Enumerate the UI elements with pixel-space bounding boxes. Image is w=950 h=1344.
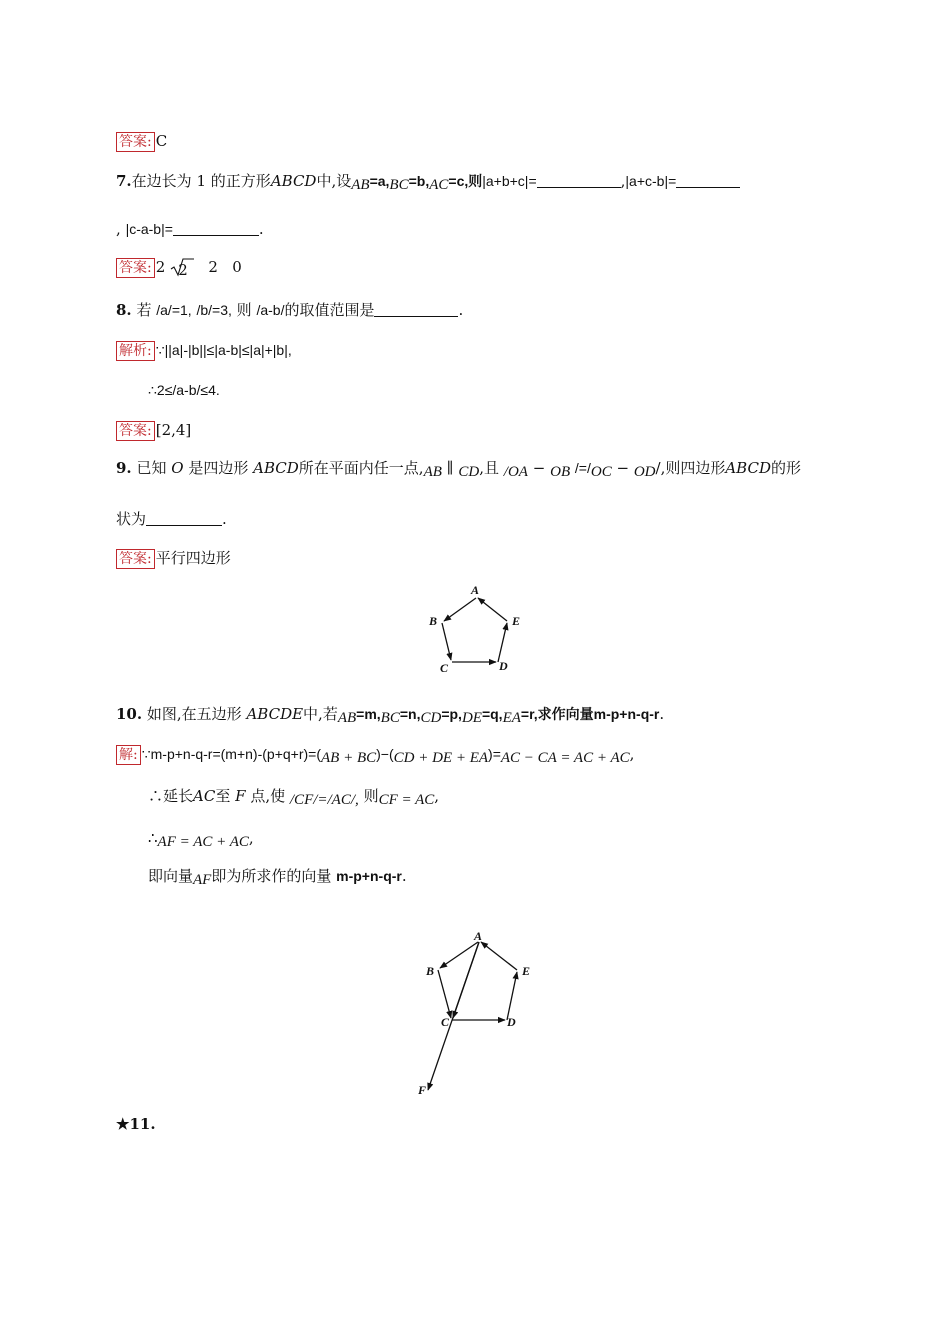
math-expression: m-p+n-q-r (593, 706, 660, 722)
math-expression: m-p+n-q-r (336, 868, 402, 884)
vector-af: AF (193, 872, 212, 888)
solution-10 (116, 743, 634, 766)
sqrt-symbol (165, 258, 194, 279)
question-number: 8. (116, 301, 132, 319)
vertex-label-c: C (441, 1015, 450, 1029)
question-text: 是四边形 (188, 459, 249, 477)
vector-ab: AB (337, 710, 357, 726)
math-expression: |a+b+c|= (482, 173, 537, 189)
math-expression: /b/=3, (196, 302, 232, 318)
vector-af-arrow (428, 942, 479, 1090)
question-text: 的形 (770, 459, 801, 477)
vector-ab-arrow (440, 942, 478, 968)
question-text: 已知 (136, 459, 167, 477)
question-text: . (258, 220, 264, 238)
math-expression: /a/=1, (156, 302, 192, 318)
vector-bc-arrow (442, 623, 451, 660)
question-number: ★11. (116, 1115, 156, 1133)
math-expression: |a+c-b|= (625, 173, 677, 189)
question-text: . (458, 301, 464, 319)
question-text: , (116, 220, 121, 238)
solution-line: ∵m-p+n-q-r=(m+n)-(p+q+r)=( (141, 746, 322, 762)
solution-8 (116, 339, 292, 361)
vector-ea-arrow (481, 942, 517, 970)
question-text: 在边长为 (131, 172, 192, 190)
question-11 (116, 1113, 156, 1135)
vector-equation: /CF/=/AC/, (289, 792, 359, 808)
question-text: 中,若 (303, 705, 338, 723)
question-text: =a, (369, 173, 390, 189)
answer-text: 2 (208, 258, 218, 276)
vector-bc: BC (389, 177, 409, 193)
vertex-label-e: E (522, 964, 531, 978)
quadrilateral-name: ABCD (725, 459, 771, 477)
answer-text: C (155, 132, 168, 150)
answer-blank[interactable] (173, 221, 259, 236)
minus-symbol: − (616, 459, 630, 477)
solution-10-line-4 (148, 865, 407, 888)
answer-tag: 答案: (116, 258, 155, 278)
vector-bc-arrow (438, 970, 451, 1018)
question-text: =n, (399, 706, 421, 722)
question-text: =b, (408, 173, 430, 189)
vector-sum: CD + DE + EA (393, 750, 489, 766)
vertex-label-a: A (474, 929, 483, 943)
answer-8 (116, 419, 191, 441)
question-text: ,且 (479, 459, 500, 477)
question-number: 9. (116, 459, 132, 477)
question-number: 10. (116, 705, 143, 723)
answer-text: 0 (232, 258, 242, 276)
solution-line: 即向量 (148, 867, 194, 885)
vector-ac: AC (429, 177, 449, 193)
math-expression: |c-a-b|= (125, 221, 173, 237)
solution-10-line-3 (148, 827, 254, 850)
vertex-label-b: B (426, 964, 435, 978)
question-text: 的正方形 (210, 172, 271, 190)
answer-text: 2 (155, 258, 166, 276)
question-text: =p, (441, 706, 462, 722)
answer-blank[interactable] (374, 302, 458, 317)
question-8 (116, 299, 463, 321)
quadrilateral-name: ABCD (253, 459, 299, 477)
point-name: F (235, 787, 246, 805)
vector-ea: EA (502, 710, 521, 726)
question-text: 则 (236, 301, 252, 319)
math-expression: /a-b/ (256, 302, 285, 318)
vertex-label-c: C (440, 661, 449, 674)
question-text: 若 (136, 301, 152, 319)
pentagon-extension-figure (410, 926, 540, 1098)
question-text: =q, (481, 706, 503, 722)
answer-blank[interactable] (676, 173, 740, 188)
vector-ea-arrow (478, 598, 507, 621)
question-text: . (222, 510, 227, 528)
solution-line: , (629, 745, 635, 763)
vertex-label-d: D (499, 659, 508, 673)
vector-cd: CD (420, 710, 442, 726)
vertex-label-a: A (471, 583, 480, 597)
answer-blank[interactable] (537, 173, 621, 188)
vertex-label-b: B (429, 614, 438, 628)
solution-line: )= (488, 746, 501, 762)
question-text: =r,求作向量 (520, 706, 594, 722)
solution-line: 则 (363, 787, 379, 805)
math-expression: /=/ (574, 460, 591, 476)
solution-10-line-2 (148, 785, 439, 808)
answer-9 (116, 547, 231, 569)
question-text: 中,设 (316, 172, 352, 190)
answer-text: [2,4] (155, 421, 192, 439)
solution-8-line-2 (148, 379, 220, 401)
vector-de: DE (461, 710, 482, 726)
solution-line: ∵||a|-|b||≤|a-b|≤|a|+|b|, (155, 342, 292, 358)
vector-ab-arrow (444, 598, 476, 621)
pentagon-name: ABCDE (246, 705, 304, 723)
solution-line: , (434, 787, 440, 805)
answer-text: 平行四边形 (155, 549, 231, 567)
vector-oa: /OA (503, 464, 528, 480)
square-name: ABCD (270, 172, 317, 190)
vector-sum: AC − CA = AC + AC (500, 750, 630, 766)
question-text: . (659, 705, 665, 723)
solution-line: 点,使 (250, 787, 286, 805)
question-text: =m, (356, 706, 381, 722)
question-9-line-2 (116, 508, 227, 530)
solution-tag: 解: (116, 745, 141, 765)
solution-line: ∴2≤/a-b/≤4. (148, 382, 220, 398)
vector-bc: BC (380, 710, 400, 726)
vector-oc: OC (590, 464, 612, 480)
vector-de-arrow (507, 972, 517, 1020)
parallel-symbol: ∥ (446, 459, 454, 477)
question-text: 如图,在五边形 (146, 705, 242, 723)
question-text: =c,则 (448, 173, 483, 189)
question-text: 状为 (116, 510, 147, 528)
question-text: 所在平面内任一点, (298, 459, 424, 477)
vertex-label-e: E (512, 614, 521, 628)
answer-text: 2 (178, 261, 188, 279)
answer-tag: 答案: (116, 421, 155, 441)
question-9 (116, 457, 801, 480)
vector-sum: AB + BC (321, 750, 377, 766)
answer-6 (116, 130, 167, 152)
vector-ab: AB (423, 464, 442, 480)
question-text: , (620, 172, 626, 190)
solution-line: ∴延长 (148, 787, 194, 805)
solution-line: , (248, 829, 254, 847)
question-number: 7. (116, 172, 132, 190)
vector-cd: CD (458, 464, 480, 480)
question-text: /,则四边形 (655, 459, 726, 477)
solution-line: )−( (376, 746, 394, 762)
vertex-label-f: F (418, 1083, 427, 1097)
vector-ab: AB (351, 177, 370, 193)
question-10 (116, 703, 664, 726)
solution-line: ∴ (148, 829, 158, 847)
answer-7 (116, 256, 242, 278)
answer-tag: 答案: (116, 132, 155, 152)
vector-de-arrow (498, 623, 507, 662)
answer-blank[interactable] (146, 511, 222, 526)
segment-name: AC (193, 787, 216, 805)
vector-equation: AF = AC + AC (157, 834, 249, 850)
solution-line: . (401, 867, 407, 885)
point-name: O (171, 459, 184, 477)
solution-line: 至 (215, 787, 231, 805)
question-text: 1 (196, 172, 207, 190)
solution-line: 即为所求作的向量 (211, 867, 332, 885)
vector-ob: OB (550, 464, 571, 480)
vector-equation: CF = AC (378, 792, 435, 808)
question-7 (116, 170, 740, 193)
question-text: 的取值范围是 (284, 301, 375, 319)
answer-tag: 答案: (116, 549, 155, 569)
question-7-line-2 (116, 218, 264, 240)
pentagon-figure (420, 578, 530, 674)
solution-tag: 解析: (116, 341, 155, 361)
vector-od: OD (633, 464, 656, 480)
vertex-label-d: D (507, 1015, 516, 1029)
minus-symbol: − (532, 459, 546, 477)
